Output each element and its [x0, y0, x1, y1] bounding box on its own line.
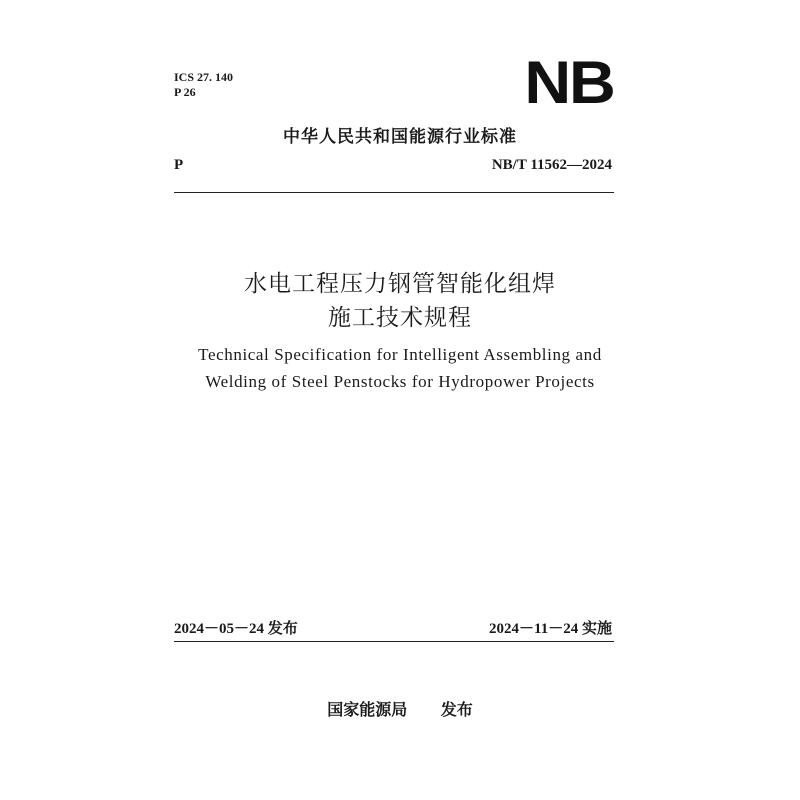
publisher-line	[0, 697, 800, 720]
standard-number: NB/T 11562—2024	[491, 157, 612, 173]
chinese-title-line-1: 水电工程压力钢管智能化组焊	[244, 271, 556, 297]
industry-standard-title: 中华人民共和国能源行业标准	[283, 127, 517, 147]
implementation-date-value: 2024－11－24	[489, 621, 579, 637]
issue-date-value: 2024－05－24	[174, 621, 265, 637]
top-divider	[174, 192, 614, 193]
implementation-label: 实施	[581, 619, 612, 637]
ccs-code: P 26	[174, 85, 196, 99]
bottom-divider	[174, 641, 614, 642]
classification-letter: P	[174, 157, 184, 173]
ics-code: ICS 27. 140	[174, 70, 234, 84]
classification-codes	[174, 70, 233, 100]
english-title-line-2: Welding of Steel Penstocks for Hydropower Projects	[205, 372, 595, 391]
nb-logo: NB	[524, 49, 614, 116]
issue-label: 发布	[267, 619, 298, 637]
chinese-title-line-2: 施工技术规程	[328, 305, 472, 331]
publisher-action: 发布	[440, 700, 473, 719]
issue-date	[174, 617, 298, 638]
english-title-line-1: Technical Specification for Intelligent Assembling and	[198, 345, 602, 364]
implementation-date	[489, 617, 612, 638]
publisher-name: 国家能源局	[327, 700, 408, 719]
